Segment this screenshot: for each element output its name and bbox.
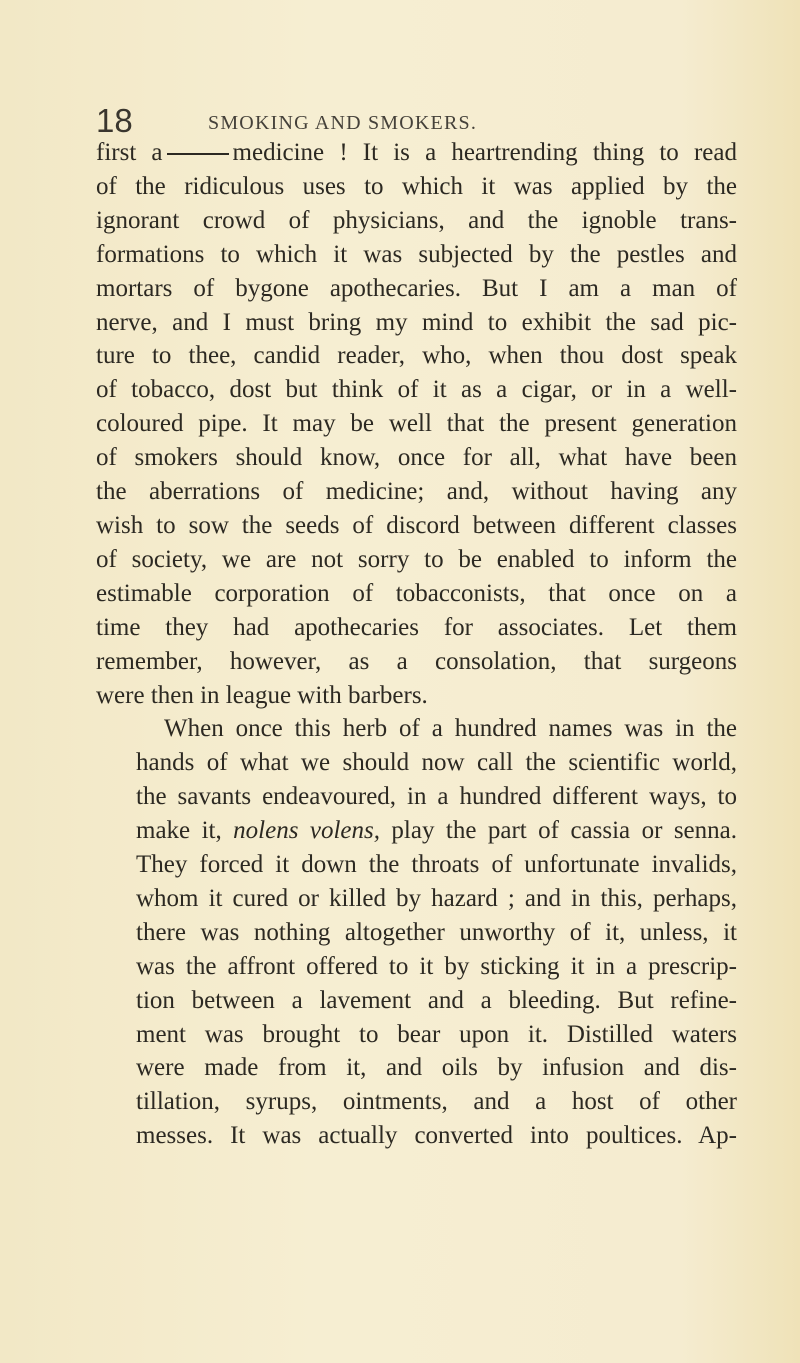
text-line: formations to which it was subjected by the pestles and bbox=[96, 240, 737, 268]
text-line: messes. It was actually converted into poultices. Ap- bbox=[136, 1122, 737, 1150]
text-line: remember, however, as a consolation, that surgeons bbox=[96, 647, 737, 675]
text-line: time they had apothecaries for associates. Let them bbox=[96, 613, 737, 641]
text-line: of tobacco, dost but think of it as a cigar, or in a well- bbox=[96, 376, 737, 404]
text-line: ture to thee, candid reader, who, when thou dost speak bbox=[96, 342, 737, 370]
text-line: were made from it, and oils by infusion and dis- bbox=[136, 1054, 737, 1082]
running-title: SMOKING AND SMOKERS. bbox=[208, 112, 478, 134]
text-line: ignorant crowd of physicians, and the ignoble trans- bbox=[96, 206, 737, 234]
text-line: the savants endeavoured, in a hundred different ways, to bbox=[136, 783, 737, 811]
text-line: They forced it down the throats of unfortunate invalids, bbox=[136, 851, 737, 879]
text-fragment: first a bbox=[96, 139, 163, 166]
text-line bbox=[96, 814, 737, 848]
paragraph-2 bbox=[96, 712, 737, 1153]
text-line: estimable corporation of tobacconists, that once on a bbox=[96, 579, 737, 607]
text-line: was the affront offered to it by sticking it in a prescrip- bbox=[136, 952, 737, 980]
text-line: ment was brought to bear upon it. Distilled waters bbox=[136, 1020, 737, 1048]
text-line: of the ridiculous uses to which it was applied by the bbox=[96, 172, 737, 200]
text-line: mortars of bygone apothecaries. But I am a man of bbox=[96, 274, 737, 302]
text-line: there was nothing altogether unworthy of it, unless, it bbox=[136, 918, 737, 946]
italic-phrase: nolens volens, bbox=[233, 817, 380, 845]
text-line: tion between a lavement and a bleeding. But refine- bbox=[136, 986, 737, 1014]
text-fragment: play the part of cassia or senna. bbox=[391, 817, 738, 845]
text-line: nerve, and I must bring my mind to exhibit the sad pic- bbox=[96, 308, 737, 336]
text-line: of smokers should know, once for all, what have been bbox=[96, 444, 737, 472]
running-head bbox=[96, 103, 736, 139]
text-line: of society, we are not sorry to be enabled to inform the bbox=[96, 545, 737, 573]
text-line: hands of what we should now call the scientific world, bbox=[136, 749, 737, 777]
text-line bbox=[96, 136, 737, 170]
em-dash-rule bbox=[167, 153, 229, 155]
text-line: When once this herb of a hundred names was in the bbox=[164, 715, 737, 743]
paragraph-1 bbox=[96, 136, 737, 712]
text-line: whom it cured or killed by hazard ; and in this, perhaps, bbox=[136, 884, 737, 912]
text-fragment: medicine ! It is a heartrending thing to read bbox=[232, 139, 737, 166]
text-line: the aberrations of medicine; and, without having any bbox=[96, 478, 737, 506]
text-fragment: make it, bbox=[136, 817, 222, 845]
text-line: were then in league with barbers. bbox=[96, 681, 428, 709]
text-line: wish to sow the seeds of discord between different classes bbox=[96, 511, 737, 539]
text-line: tillation, syrups, ointments, and a host of other bbox=[136, 1088, 737, 1116]
body-text bbox=[96, 136, 737, 1153]
page-number: 18 bbox=[96, 102, 133, 139]
text-line: coloured pipe. It may be well that the present generation bbox=[96, 410, 737, 438]
